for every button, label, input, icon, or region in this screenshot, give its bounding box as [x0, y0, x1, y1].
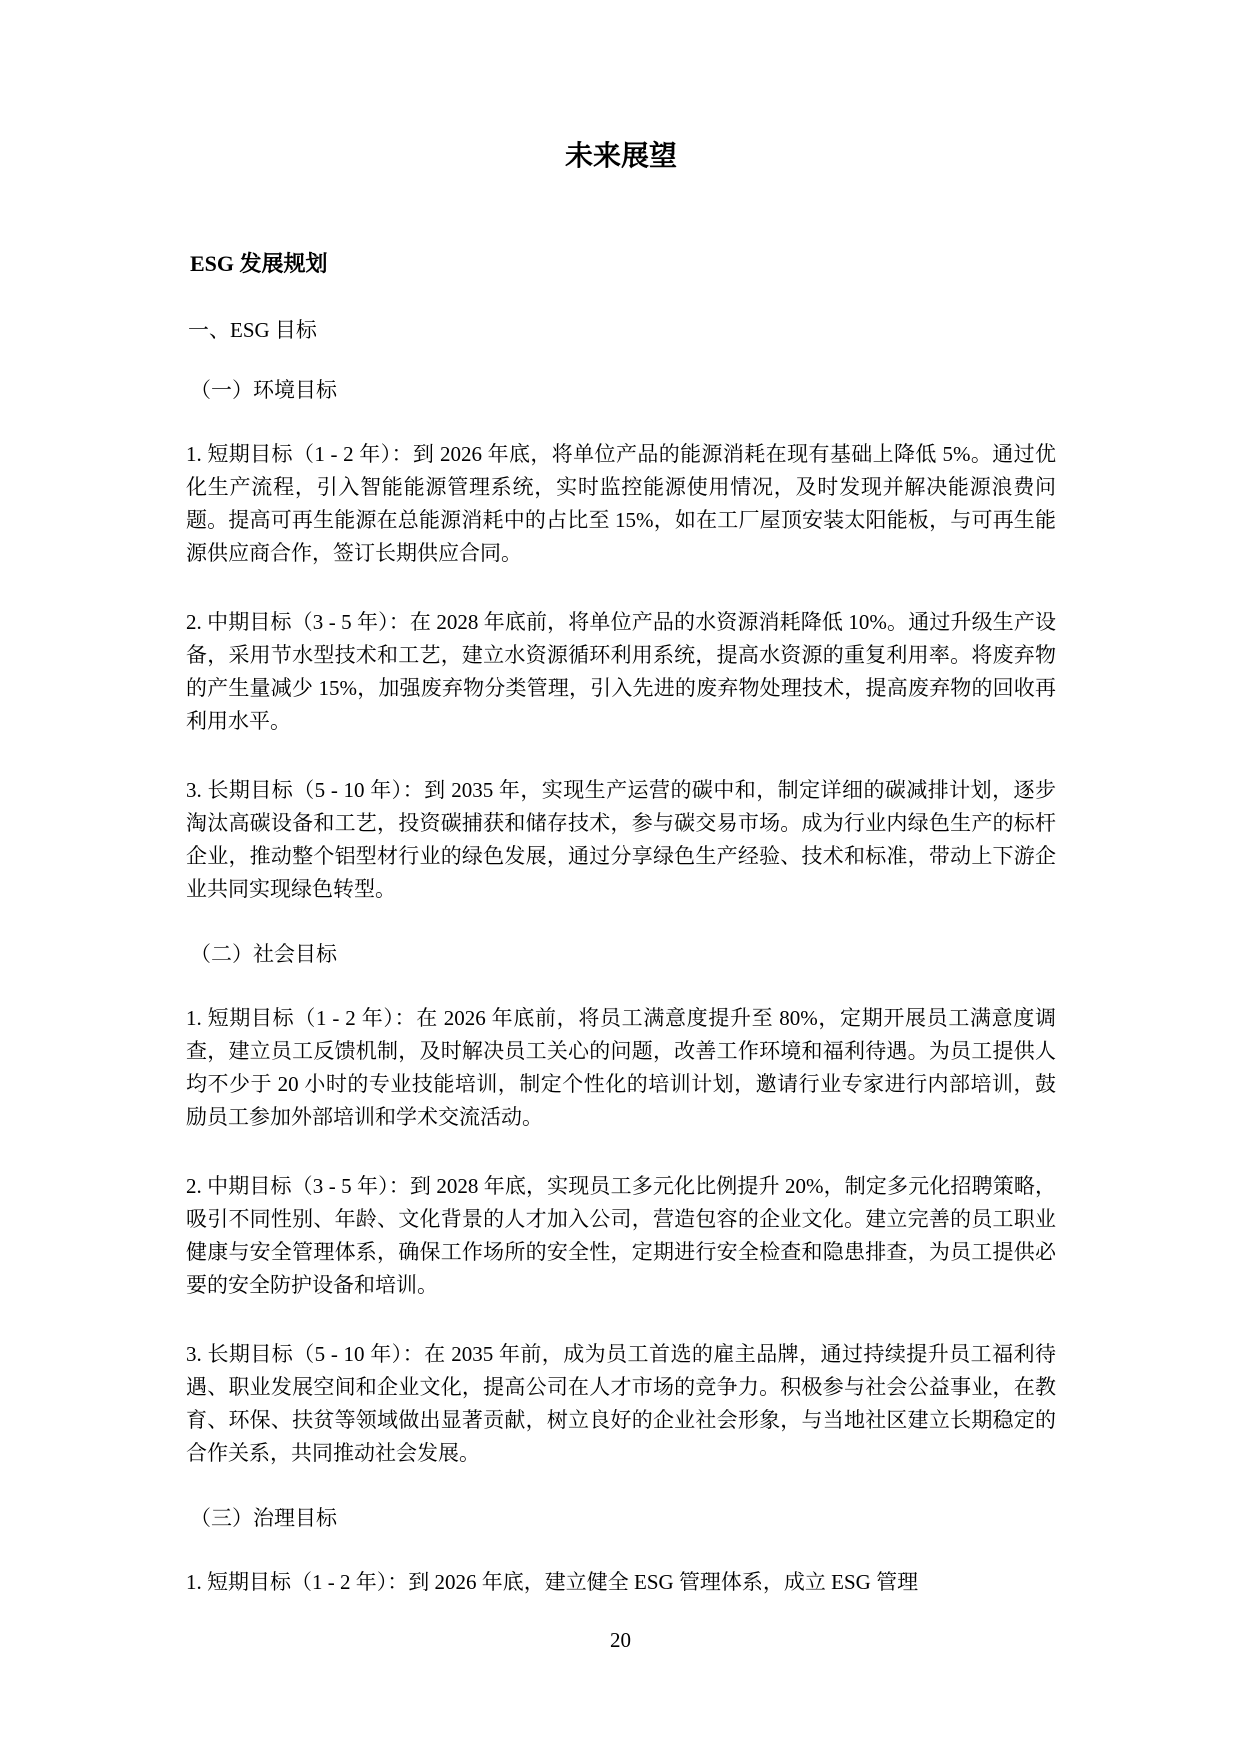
esg-plan-heading: ESG 发展规划 — [190, 251, 328, 276]
subsection-heading-environment: （一）环境目标 — [190, 378, 337, 402]
paragraph-governance-short-term: 1. 短期目标（1 - 2 年）：到 2026 年底，建立健全 ESG 管理体系，成立 ESG 管理 — [186, 1570, 919, 1594]
paragraph-social-short-term: 1. 短期目标（1 - 2 年）：在 2026 年底前，将员工满意度提升至 80%，定期开展员工满意度调查，建立员工反馈机制，及时解决员工关心的问题，改善工作环境和福利待遇。为员工提供人均不少于 20 小时的专业技能培训，制定个性化的培训计划，邀请行业专家进行内部培训，鼓励员工参加外部培训和学术交流活动。 — [186, 1006, 1056, 1129]
paragraph-social-mid-term: 2. 中期目标（3 - 5 年）：到 2028 年底，实现员工多元化比例提升 20%，制定多元化招聘策略，吸引不同性别、年龄、文化背景的人才加入公司，营造包容的企业文化。建立完善的员工职业健康与安全管理体系，确保工作场所的安全性，定期进行安全检查和隐患排查，为员工提供必要的安全防护设备和培训。 — [186, 1174, 1056, 1297]
subsection-heading-governance: （三）治理目标 — [190, 1506, 337, 1530]
paragraph-social-long-term: 3. 长期目标（5 - 10 年）：在 2035 年前，成为员工首选的雇主品牌，通过持续提升员工福利待遇、职业发展空间和企业文化，提高公司在人才市场的竞争力。积极参与社会公益事业，在教育、环保、扶贫等领域做出显著贡献，树立良好的企业社会形象，与当地社区建立长期稳定的合作关系，共同推动社会发展。 — [186, 1342, 1056, 1465]
section-heading-esg-goals: 一、ESG 目标 — [188, 318, 317, 342]
paragraph-environment-long-term: 3. 长期目标（5 - 10 年）：到 2035 年，实现生产运营的碳中和，制定详细的碳减排计划，逐步淘汰高碳设备和工艺，投资碳捕获和储存技术，参与碳交易市场。成为行业内绿色生产的标杆企业，推动整个铝型材行业的绿色发展，通过分享绿色生产经验、技术和标准，带动上下游企业共同实现绿色转型。 — [186, 778, 1056, 901]
subsection-heading-social: （二）社会目标 — [190, 942, 337, 966]
paragraph-environment-mid-term: 2. 中期目标（3 - 5 年）：在 2028 年底前，将单位产品的水资源消耗降低 10%。通过升级生产设备，采用节水型技术和工艺，建立水资源循环利用系统，提高水资源的重复利用率。将废弃物的产生量减少 15%，加强废弃物分类管理，引入先进的废弃物处理技术，提高废弃物的回收再利用水平。 — [186, 610, 1056, 733]
document-title: 未来展望 — [564, 141, 677, 172]
page-footer — [0, 1628, 1241, 1652]
paragraph-environment-short-term: 1. 短期目标（1 - 2 年）：到 2026 年底，将单位产品的能源消耗在现有基础上降低 5%。通过优化生产流程，引入智能能源管理系统，实时监控能源使用情况，及时发现并解决能源浪费问题。提高可再生能源在总能源消耗中的占比至 15%，如在工厂屋顶安装太阳能板，与可再生能源供应商合作，签订长期供应合同。 — [186, 442, 1056, 565]
page-number: 20 — [610, 1628, 631, 1652]
